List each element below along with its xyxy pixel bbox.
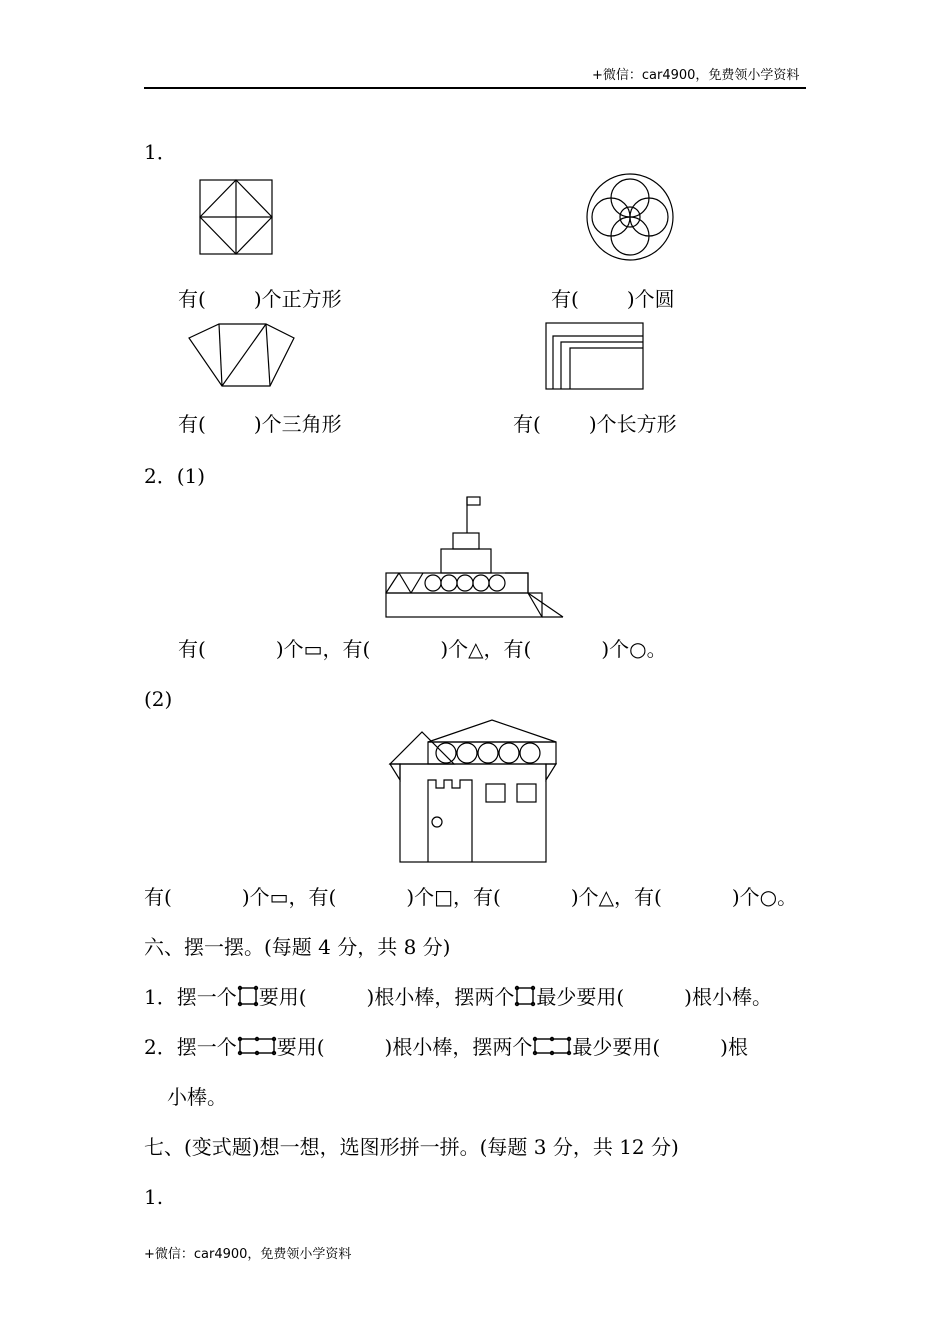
- stick-rectangle-icon: [532, 1036, 572, 1061]
- q2-line-2: [144, 885, 797, 909]
- figure-circles: [585, 172, 675, 262]
- q1-rectangle-prefix: 有(: [513, 412, 541, 436]
- q2-1-prefix: 有(: [178, 637, 206, 661]
- q1-square-prefix: 有(: [178, 287, 206, 311]
- figure-rectangles: [545, 322, 645, 390]
- q2-2-rect-suffix: )个▭，有(: [241, 885, 337, 909]
- q2-1-rect-suffix: )个▭，有(: [275, 637, 371, 661]
- figure-house: [388, 718, 558, 864]
- q1-circle-count: [551, 287, 675, 311]
- s6-q1-d: 最少要用(: [536, 985, 625, 1009]
- section7-q1: 1.: [144, 1185, 164, 1209]
- q2-2-circle-suffix: )个○。: [731, 885, 798, 909]
- figure-square-diamond: [199, 179, 273, 255]
- q1-square-count: [178, 287, 342, 311]
- s6-q1-b: 要用(: [258, 985, 307, 1009]
- q1-number: 1．: [144, 140, 177, 164]
- stick-rectangle-icon: [237, 1036, 277, 1061]
- section6-q2: [144, 1035, 748, 1061]
- q2-2-tri-suffix: )个△，有(: [570, 885, 662, 909]
- s6-q2-a: 2．摆一个: [144, 1035, 237, 1059]
- q2-1-circle-suffix: )个○。: [601, 637, 667, 661]
- q2-line-1: [178, 637, 667, 661]
- section7-title: 七、(变式题)想一想，选图形拼一拼。(每题 3 分，共 12 分): [144, 1135, 679, 1159]
- section6-title: 六、摆一摆。(每题 4 分，共 8 分): [144, 935, 451, 959]
- q1-rectangle-count: [513, 412, 677, 436]
- q1-triangle-count: [178, 412, 342, 436]
- s6-q2-c: )根小棒，摆两个: [384, 1035, 533, 1059]
- q1-square-suffix: )个正方形: [253, 287, 342, 311]
- stick-square-icon: [514, 985, 536, 1012]
- q1-circle-suffix: )个圆: [626, 287, 675, 311]
- s6-q2-e: )根: [720, 1035, 748, 1059]
- figure-ship: [385, 495, 565, 620]
- figure-triangles: [188, 323, 296, 388]
- stick-square-icon: [237, 985, 259, 1012]
- q2-1-tri-suffix: )个△，有(: [440, 637, 532, 661]
- q2-label-1: 2．(1): [144, 464, 206, 488]
- s6-q1-e: )根小棒。: [684, 985, 772, 1009]
- header-rule: [144, 87, 806, 89]
- s6-q1-c: )根小棒，摆两个: [366, 985, 515, 1009]
- q2-2-prefix: 有(: [144, 885, 172, 909]
- q1-triangle-prefix: 有(: [178, 412, 206, 436]
- q2-label-2: (2): [144, 687, 173, 711]
- q2-2-square-suffix: )个□，有(: [406, 885, 501, 909]
- q1-triangle-suffix: )个三角形: [253, 412, 342, 436]
- s6-q1-a: 1．摆一个: [144, 985, 237, 1009]
- section6-q2-cont: 小棒。: [167, 1085, 227, 1109]
- footer-watermark: +微信：car4900，免费领小学资料: [144, 1247, 352, 1262]
- s6-q2-d: 最少要用(: [572, 1035, 661, 1059]
- q1-rectangle-suffix: )个长方形: [588, 412, 677, 436]
- header-watermark: +微信：car4900，免费领小学资料: [592, 68, 800, 83]
- s6-q2-b: 要用(: [276, 1035, 325, 1059]
- q1-circle-prefix: 有(: [551, 287, 579, 311]
- section6-q1: [144, 985, 772, 1012]
